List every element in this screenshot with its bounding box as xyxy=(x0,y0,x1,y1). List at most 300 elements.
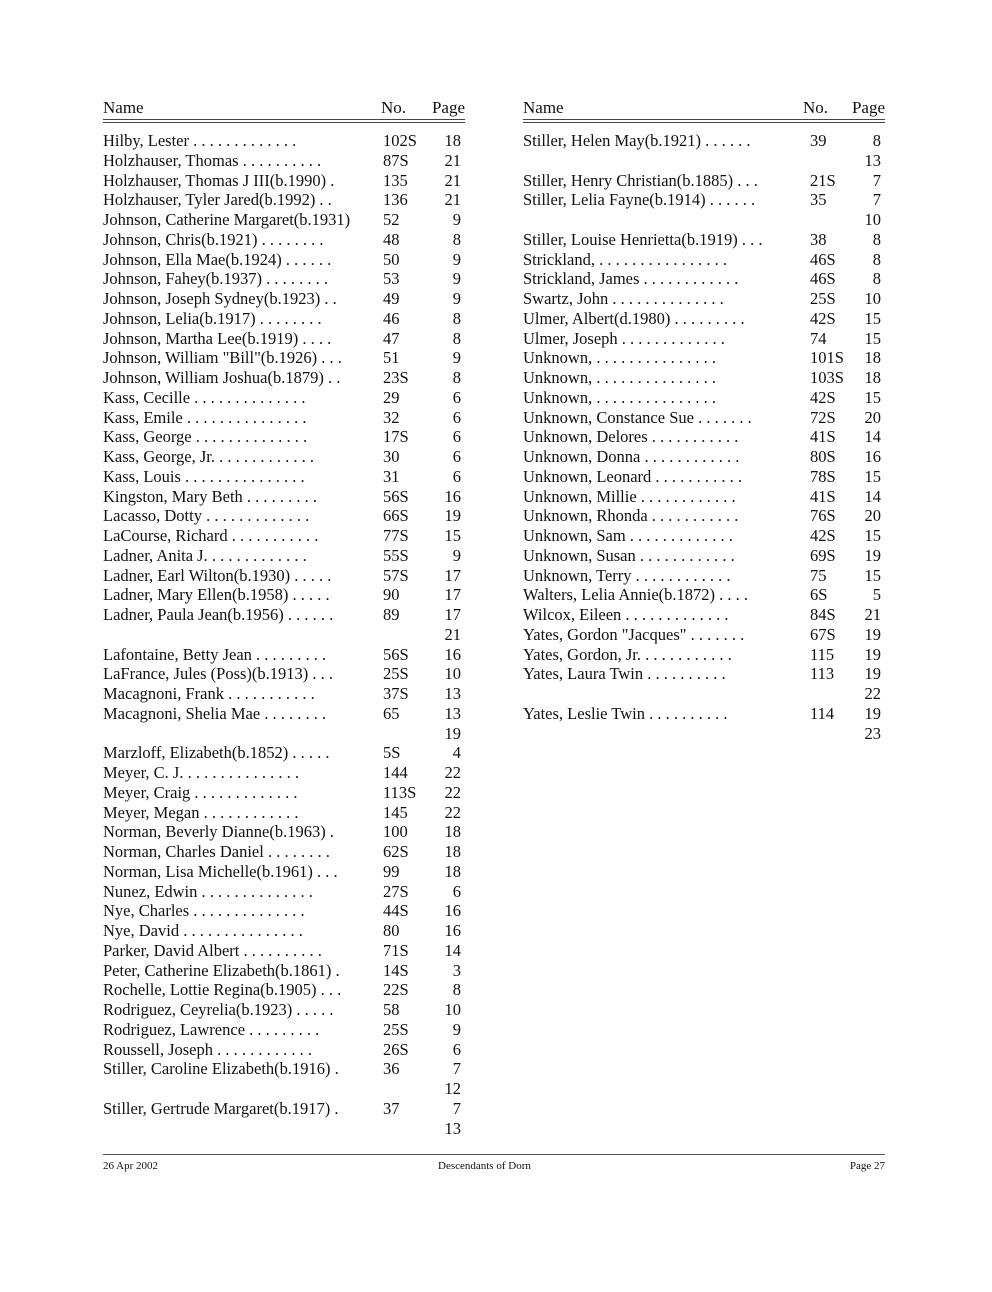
entry-name: Stiller, Henry Christian(b.1885) . . . xyxy=(523,170,758,190)
entry-page: 21 xyxy=(864,605,881,624)
entry-number: 46S xyxy=(810,269,836,289)
entry-name: Parker, David Albert . . . . . . . . . . xyxy=(103,940,322,960)
entry-page: 18 xyxy=(864,348,881,368)
entry-name: Nye, David . . . . . . . . . . . . . . . xyxy=(103,921,303,940)
entry-number: 50 xyxy=(383,249,400,269)
entry-name: Yates, Gordon "Jacques" . . . . . . . xyxy=(523,624,745,644)
entry-number: 80S xyxy=(810,447,836,466)
entry-number: 48 xyxy=(383,229,400,249)
entry-page: 8 xyxy=(872,229,881,249)
entry-page: 13 xyxy=(444,684,461,703)
index-entry xyxy=(523,645,885,665)
entry-page: 10 xyxy=(864,210,881,229)
entry-name: Wilcox, Eileen . . . . . . . . . . . . . xyxy=(523,605,729,624)
entry-number: 114 xyxy=(810,703,835,723)
entry-number: 25S xyxy=(810,289,836,308)
entry-name: Kass, George . . . . . . . . . . . . . . xyxy=(103,427,308,447)
index-entry xyxy=(523,704,885,724)
footer-page-number: Page 27 xyxy=(849,1160,885,1172)
index-entry xyxy=(523,269,885,289)
index-entry xyxy=(103,230,465,250)
entry-name: Meyer, C. J. . . . . . . . . . . . . . . xyxy=(103,763,299,782)
index-entry xyxy=(103,1020,465,1040)
entry-page: 9 xyxy=(452,269,461,289)
entry-page: 10 xyxy=(864,289,881,308)
index-entry xyxy=(523,171,885,191)
index-entry xyxy=(523,309,885,329)
entry-name: Norman, Lisa Michelle(b.1961) . . . xyxy=(103,861,338,881)
entry-page: 7 xyxy=(872,190,881,210)
entry-number: 57S xyxy=(383,565,409,585)
entry-name: Stiller, Louise Henrietta(b.1919) . . . xyxy=(523,229,763,249)
entry-page: 22 xyxy=(444,763,461,782)
entry-name: Norman, Beverly Dianne(b.1963) . xyxy=(103,822,334,842)
entry-number: 14S xyxy=(383,960,409,980)
index-entry xyxy=(103,151,465,171)
entry-page: 10 xyxy=(444,1000,461,1019)
entry-number: 77S xyxy=(383,526,409,545)
index-entry xyxy=(103,1040,465,1060)
entry-page: 6 xyxy=(452,447,461,466)
entry-page: 13 xyxy=(444,1118,461,1138)
index-entry xyxy=(103,1000,465,1020)
entry-number: 56S xyxy=(383,486,409,506)
index-entry xyxy=(103,664,465,684)
header-no: No. xyxy=(803,98,829,117)
entry-page: 19 xyxy=(864,624,881,644)
entry-number: 42S xyxy=(810,387,836,407)
entry-page: 15 xyxy=(864,328,881,348)
entry-number: 39 xyxy=(810,131,827,150)
index-entry xyxy=(103,862,465,882)
index-entry xyxy=(523,506,885,526)
entry-number: 29 xyxy=(383,387,400,407)
entry-name: Meyer, Craig . . . . . . . . . . . . . xyxy=(103,782,298,802)
entry-page: 19 xyxy=(444,723,461,743)
entry-number: 35 xyxy=(810,190,827,210)
index-entry xyxy=(523,131,885,151)
entry-number: 58 xyxy=(383,1000,400,1019)
entry-number: 145 xyxy=(383,802,408,822)
entry-number: 67S xyxy=(810,624,836,644)
entry-number: 41S xyxy=(810,427,836,447)
entry-number: 115 xyxy=(810,644,835,664)
entry-name: Nye, Charles . . . . . . . . . . . . . . xyxy=(103,901,305,921)
index-entry xyxy=(103,269,465,289)
entry-number: 101S xyxy=(810,348,844,368)
entry-number: 27S xyxy=(383,881,409,901)
entry-name: Rodriguez, Ceyrelia(b.1923) . . . . . xyxy=(103,1000,334,1019)
index-entry xyxy=(103,961,465,981)
index-entry xyxy=(103,566,465,586)
entry-page: 19 xyxy=(864,703,881,723)
entry-name: Stiller, Lelia Fayne(b.1914) . . . . . . xyxy=(523,190,756,210)
entry-name: Unknown, Millie . . . . . . . . . . . . xyxy=(523,486,736,506)
entry-name: LaCourse, Richard . . . . . . . . . . . xyxy=(103,526,319,545)
entry-page: 15 xyxy=(864,308,881,328)
entry-page: 21 xyxy=(444,190,461,210)
entry-page: 16 xyxy=(444,486,461,506)
index-entry xyxy=(103,822,465,842)
column-header xyxy=(103,98,465,119)
header-name: Name xyxy=(103,98,144,117)
entry-name: Johnson, Joseph Sydney(b.1923) . . xyxy=(103,289,337,308)
entry-name: Yates, Laura Twin . . . . . . . . . . xyxy=(523,664,726,684)
entry-page: 16 xyxy=(444,901,461,921)
index-entry xyxy=(523,625,885,645)
entry-page: 18 xyxy=(444,131,461,150)
entry-name: Unknown, Delores . . . . . . . . . . . xyxy=(523,427,739,447)
index-entry xyxy=(103,467,465,487)
entry-page: 14 xyxy=(444,940,461,960)
entry-page: 19 xyxy=(864,664,881,684)
entry-page: 16 xyxy=(444,921,461,940)
entry-number: 102S xyxy=(383,131,417,150)
index-entry xyxy=(103,724,465,744)
entry-name: Hilby, Lester . . . . . . . . . . . . . xyxy=(103,131,297,150)
index-entry xyxy=(103,921,465,941)
entry-page: 8 xyxy=(452,328,461,348)
index-entry xyxy=(523,467,885,487)
entry-name: Strickland, . . . . . . . . . . . . . . . . xyxy=(523,249,727,269)
entry-name: Stiller, Caroline Elizabeth(b.1916) . xyxy=(103,1059,339,1079)
index-entry xyxy=(523,447,885,467)
entry-number: 37S xyxy=(383,684,409,703)
entry-name: Unknown, Terry . . . . . . . . . . . . xyxy=(523,565,731,585)
entry-page: 20 xyxy=(864,506,881,526)
entry-page: 18 xyxy=(864,368,881,387)
index-entry xyxy=(103,684,465,704)
entry-name: Unknown, Constance Sue . . . . . . . xyxy=(523,407,752,427)
entry-page: 12 xyxy=(444,1079,461,1098)
index-entry xyxy=(523,190,885,210)
entry-name: Kass, George, Jr. . . . . . . . . . . . . xyxy=(103,447,314,466)
entry-number: 37 xyxy=(383,1098,400,1118)
entry-page: 19 xyxy=(864,644,881,664)
column-header xyxy=(523,98,885,119)
entry-number: 47 xyxy=(383,328,400,348)
index-entry xyxy=(103,487,465,507)
entry-number: 89 xyxy=(383,605,400,624)
entry-page: 17 xyxy=(444,565,461,585)
index-entry xyxy=(103,941,465,961)
index-entry xyxy=(103,763,465,783)
entry-number: 30 xyxy=(383,447,400,466)
entry-page: 15 xyxy=(444,526,461,545)
entry-name: Kass, Cecille . . . . . . . . . . . . . . xyxy=(103,387,306,407)
entry-number: 49 xyxy=(383,289,400,308)
entry-number: 55S xyxy=(383,545,409,565)
entry-name: Peter, Catherine Elizabeth(b.1861) . xyxy=(103,960,340,980)
entry-page: 7 xyxy=(452,1098,461,1118)
index-entry xyxy=(103,447,465,467)
entry-name: Ulmer, Albert(d.1980) . . . . . . . . . xyxy=(523,308,745,328)
index-entry xyxy=(523,329,885,349)
index-entry xyxy=(103,171,465,191)
entry-page: 5 xyxy=(872,585,881,605)
entry-number: 103S xyxy=(810,368,844,387)
index-entry xyxy=(103,704,465,724)
entry-number: 71S xyxy=(383,940,409,960)
entry-page: 21 xyxy=(444,150,461,170)
entry-number: 74 xyxy=(810,328,827,348)
entry-number: 135 xyxy=(383,170,408,190)
entry-name: Kingston, Mary Beth . . . . . . . . . xyxy=(103,486,318,506)
entry-number: 52 xyxy=(383,210,400,229)
entry-number: 113S xyxy=(383,782,417,802)
entry-page: 9 xyxy=(452,249,461,269)
index-entry xyxy=(523,724,885,744)
entry-number: 144 xyxy=(383,763,408,782)
index-entry xyxy=(523,388,885,408)
entry-page: 16 xyxy=(864,447,881,466)
index-entry xyxy=(523,368,885,388)
entry-name: Lacasso, Dotty . . . . . . . . . . . . . xyxy=(103,506,310,526)
entry-number: 78S xyxy=(810,466,836,486)
index-entry xyxy=(523,684,885,704)
entry-number: 65 xyxy=(383,703,400,723)
entry-page: 6 xyxy=(452,881,461,901)
entry-page: 17 xyxy=(444,605,461,624)
index-entry xyxy=(523,546,885,566)
entry-number: 69S xyxy=(810,545,836,565)
entry-number: 31 xyxy=(383,466,400,486)
entry-name: Marzloff, Elizabeth(b.1852) . . . . . xyxy=(103,743,330,763)
entry-name: Unknown, . . . . . . . . . . . . . . . xyxy=(523,348,716,368)
entry-page: 6 xyxy=(452,407,461,427)
index-entry xyxy=(103,1119,465,1139)
entry-name: Stiller, Helen May(b.1921) . . . . . . xyxy=(523,131,751,150)
entry-name: Johnson, William Joshua(b.1879) . . xyxy=(103,368,341,387)
entry-page: 9 xyxy=(452,348,461,368)
entry-page: 9 xyxy=(452,289,461,308)
index-entry xyxy=(103,1079,465,1099)
entry-page: 21 xyxy=(444,624,461,644)
entry-number: 41S xyxy=(810,486,836,506)
index-entry xyxy=(523,605,885,625)
entry-name: Kass, Louis . . . . . . . . . . . . . . . xyxy=(103,466,305,486)
entry-name: Stiller, Gertrude Margaret(b.1917) . xyxy=(103,1098,339,1118)
entry-page: 18 xyxy=(444,861,461,881)
index-entry xyxy=(103,526,465,546)
entry-name: Unknown, Sam . . . . . . . . . . . . . xyxy=(523,526,733,545)
index-entry xyxy=(523,289,885,309)
index-entry xyxy=(523,348,885,368)
entry-name: Meyer, Megan . . . . . . . . . . . . xyxy=(103,802,299,822)
index-entry xyxy=(103,743,465,763)
entry-name: Unknown, . . . . . . . . . . . . . . . xyxy=(523,368,716,387)
entry-name: Ladner, Anita J. . . . . . . . . . . . . xyxy=(103,545,307,565)
entry-name: Ulmer, Joseph . . . . . . . . . . . . . xyxy=(523,328,725,348)
index-entry xyxy=(103,1059,465,1079)
index-entry xyxy=(103,783,465,803)
entry-name: Johnson, Lelia(b.1917) . . . . . . . . xyxy=(103,308,322,328)
index-rows-right xyxy=(523,131,885,743)
index-entry xyxy=(523,408,885,428)
entry-page: 10 xyxy=(444,664,461,684)
index-entry xyxy=(103,289,465,309)
entry-page: 22 xyxy=(444,782,461,802)
entry-name: Rodriguez, Lawrence . . . . . . . . . xyxy=(103,1019,320,1039)
index-entry xyxy=(523,250,885,270)
entry-number: 80 xyxy=(383,921,400,940)
entry-number: 75 xyxy=(810,565,827,585)
entry-page: 8 xyxy=(452,229,461,249)
entry-number: 56S xyxy=(383,644,409,664)
entry-name: Ladner, Mary Ellen(b.1958) . . . . . xyxy=(103,585,330,605)
index-entry xyxy=(103,250,465,270)
index-entry xyxy=(103,980,465,1000)
entry-number: 46S xyxy=(810,249,836,269)
entry-name: Unknown, Rhonda . . . . . . . . . . . xyxy=(523,506,739,526)
entry-name: Norman, Charles Daniel . . . . . . . . xyxy=(103,842,330,861)
entry-page: 7 xyxy=(872,170,881,190)
index-entry xyxy=(523,566,885,586)
entry-page: 6 xyxy=(452,466,461,486)
entry-page: 15 xyxy=(864,565,881,585)
index-entry xyxy=(103,645,465,665)
index-entry xyxy=(103,408,465,428)
index-entry xyxy=(103,803,465,823)
footer-title: Descendants of Dorn xyxy=(438,1160,531,1172)
entry-page: 8 xyxy=(872,131,881,150)
entry-number: 46 xyxy=(383,308,400,328)
header-name: Name xyxy=(523,98,564,117)
index-entry xyxy=(523,210,885,230)
index-entry xyxy=(103,1099,465,1119)
index-entry xyxy=(523,664,885,684)
entry-number: 66S xyxy=(383,506,409,526)
entry-name: Unknown, Susan . . . . . . . . . . . . xyxy=(523,545,735,565)
index-entry xyxy=(103,210,465,230)
index-entry xyxy=(103,625,465,645)
footer-rule xyxy=(103,1154,885,1155)
entry-name: Yates, Leslie Twin . . . . . . . . . . xyxy=(523,703,728,723)
entry-number: 23S xyxy=(383,368,409,387)
header-rule xyxy=(103,119,465,123)
entry-number: 51 xyxy=(383,348,400,368)
entry-number: 53 xyxy=(383,269,400,289)
entry-name: Rochelle, Lottie Regina(b.1905) . . . xyxy=(103,980,342,1000)
entry-name: Unknown, . . . . . . . . . . . . . . . xyxy=(523,387,716,407)
entry-page: 8 xyxy=(872,269,881,289)
entry-page: 14 xyxy=(864,427,881,447)
entry-number: 21S xyxy=(810,170,836,190)
entry-name: Macagnoni, Frank . . . . . . . . . . . xyxy=(103,684,315,703)
entry-number: 99 xyxy=(383,861,400,881)
entry-page: 13 xyxy=(864,150,881,170)
entry-page: 13 xyxy=(444,703,461,723)
entry-name: Roussell, Joseph . . . . . . . . . . . . xyxy=(103,1039,313,1059)
entry-page: 4 xyxy=(452,743,461,763)
entry-name: Unknown, Leonard . . . . . . . . . . . xyxy=(523,466,743,486)
entry-number: 113 xyxy=(810,664,835,684)
entry-page: 16 xyxy=(444,644,461,664)
header-no: No. xyxy=(381,98,407,117)
entry-number: 136 xyxy=(383,190,408,210)
entry-page: 9 xyxy=(452,210,461,229)
entry-number: 72S xyxy=(810,407,836,427)
index-entry xyxy=(103,388,465,408)
index-entry xyxy=(523,427,885,447)
index-column-right xyxy=(523,98,885,743)
entry-page: 19 xyxy=(864,545,881,565)
entry-page: 18 xyxy=(444,842,461,861)
entry-name: Macagnoni, Shelia Mae . . . . . . . . xyxy=(103,703,327,723)
index-entry xyxy=(103,309,465,329)
entry-name: Holzhauser, Thomas J III(b.1990) . xyxy=(103,170,335,190)
index-rows-left xyxy=(103,131,465,1138)
entry-name: Johnson, Ella Mae(b.1924) . . . . . . xyxy=(103,249,332,269)
entry-number: 26S xyxy=(383,1039,409,1059)
index-entry xyxy=(523,585,885,605)
index-entry xyxy=(103,882,465,902)
index-entry xyxy=(523,230,885,250)
entry-number: 76S xyxy=(810,506,836,526)
entry-number: 90 xyxy=(383,585,400,605)
entry-page: 15 xyxy=(864,387,881,407)
entry-name: LaFrance, Jules (Poss)(b.1913) . . . xyxy=(103,664,334,684)
entry-page: 15 xyxy=(864,466,881,486)
index-entry xyxy=(523,151,885,171)
entry-page: 3 xyxy=(452,960,461,980)
entry-page: 15 xyxy=(864,526,881,545)
index-entry xyxy=(103,190,465,210)
index-entry xyxy=(103,131,465,151)
header-rule xyxy=(523,119,885,123)
index-entry xyxy=(103,506,465,526)
entry-page: 22 xyxy=(864,684,881,703)
entry-page: 9 xyxy=(452,1019,461,1039)
entry-name: Johnson, Chris(b.1921) . . . . . . . . xyxy=(103,229,324,249)
entry-page: 7 xyxy=(452,1059,461,1079)
entry-page: 8 xyxy=(452,308,461,328)
index-entry xyxy=(103,605,465,625)
entry-page: 23 xyxy=(864,723,881,743)
entry-page: 6 xyxy=(452,1039,461,1059)
entry-page: 18 xyxy=(444,822,461,842)
entry-name: Yates, Gordon, Jr. . . . . . . . . . . . xyxy=(523,644,732,664)
index-entry xyxy=(103,585,465,605)
entry-name: Lafontaine, Betty Jean . . . . . . . . . xyxy=(103,644,327,664)
index-entry xyxy=(103,427,465,447)
entry-page: 8 xyxy=(452,980,461,1000)
index-entry xyxy=(103,546,465,566)
index-entry xyxy=(103,368,465,388)
entry-number: 84S xyxy=(810,605,836,624)
index-entry xyxy=(103,348,465,368)
entry-name: Strickland, James . . . . . . . . . . . . xyxy=(523,269,739,289)
entry-page: 20 xyxy=(864,407,881,427)
entry-page: 8 xyxy=(452,368,461,387)
entry-number: 5S xyxy=(383,743,401,763)
index-column-left xyxy=(103,98,465,1138)
entry-name: Johnson, Fahey(b.1937) . . . . . . . . xyxy=(103,269,329,289)
entry-number: 100 xyxy=(383,822,408,842)
entry-number: 22S xyxy=(383,980,409,1000)
entry-name: Johnson, William "Bill"(b.1926) . . . xyxy=(103,348,342,368)
entry-page: 9 xyxy=(452,545,461,565)
header-page: Page xyxy=(431,98,465,117)
entry-name: Nunez, Edwin . . . . . . . . . . . . . . xyxy=(103,881,313,901)
header-page: Page xyxy=(851,98,885,117)
entry-page: 8 xyxy=(872,249,881,269)
entry-number: 36 xyxy=(383,1059,400,1079)
entry-page: 17 xyxy=(444,585,461,605)
entry-number: 17S xyxy=(383,427,409,447)
entry-name: Ladner, Paula Jean(b.1956) . . . . . . xyxy=(103,605,334,624)
entry-name: Holzhauser, Tyler Jared(b.1992) . . xyxy=(103,190,332,210)
